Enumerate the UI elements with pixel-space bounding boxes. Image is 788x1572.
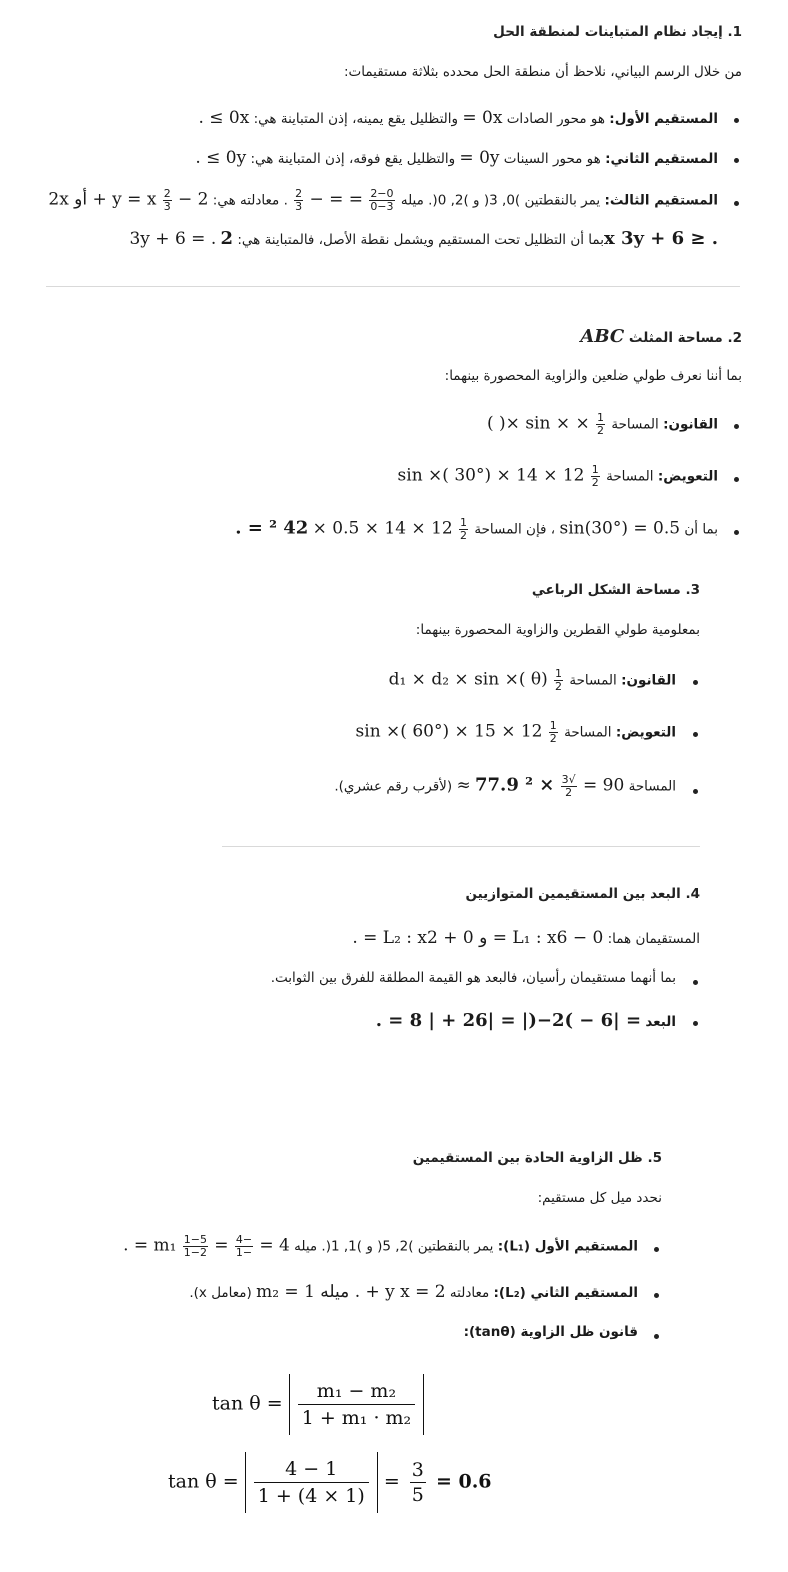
s1-b3-line2-bold: 2x 3y + 6 ≥ . [220, 228, 718, 249]
s3-b3-approx: ≈ [456, 775, 471, 796]
s5-bullet-1: المستقيم الأول (L₁): يمر بالنقطتين )2, 5( و )1, 1(. ميله m₁ $\frac{1-5}{1-2}$ = $\frac{-4}{-1}$ = 4 = . [123, 1233, 638, 1259]
bullet [654, 1293, 659, 1298]
section-3-title: 3. مساحة الشكل الرباعي [531, 582, 700, 598]
divider [222, 846, 700, 847]
formula-tan-result: tan θ = $\frac{4 - 1}{1 + (4 \times 1)}$ = $\frac{3}{5}$ = 0.6 [168, 1452, 492, 1513]
s3-b3-bold: × ² 77.9 [475, 774, 555, 796]
s5-bullet-3: قانون ظل الزاوية (tanθ): [463, 1324, 638, 1340]
bullet [693, 789, 698, 794]
s1-b3-text2: . معادلته هي: [212, 192, 288, 209]
section-4-title: 4. البعد بين المستقيمين المتوازيين [465, 886, 700, 902]
bullet [693, 680, 698, 685]
s2-b3-text2: ، فإن المساحة [474, 521, 556, 538]
bullet [693, 732, 698, 737]
s4-bullet-2 [376, 1010, 676, 1031]
s3-b3-text: المساحة [628, 778, 676, 795]
s2-b3-text: بما أن [684, 521, 718, 538]
s1-b2-math2: 0y ≥ . [195, 148, 247, 168]
formula-1-lhs: tan θ = [212, 1392, 283, 1415]
s4-b2-label: البعد [645, 1014, 676, 1030]
s4-b2-math: = |6 − )2−(| = |26 + | 8 = . [375, 1010, 642, 1031]
s2-b2-math: 12 × 14 × sin ×( 30°) [397, 465, 585, 486]
s3-b2-frac: $\frac{1}{2}$ [549, 719, 557, 745]
s1-b2-text: هو محور السينات [503, 151, 601, 167]
s1-bullet-1 [198, 108, 718, 128]
section-5-intro: نحدد ميل كل مستقيم: [537, 1190, 662, 1206]
s2-b3-frac: $\frac{1}{2}$ [460, 516, 468, 542]
s1-b3-math: y = x [112, 189, 157, 210]
bullet [693, 980, 698, 985]
s4-intro-math: L₁ : x6 − 0 = و L₂ : x2 + 0 = . [352, 928, 604, 948]
s2-b3-bold: 42 ² = . [235, 517, 309, 539]
s2-bullet-3 [235, 517, 718, 542]
s2-b2-frac: $\frac{1}{2}$ [591, 463, 599, 489]
formula-1-abs: $\frac{\text{m₁ − m₂}}{\text{1 + m₁ · m₂}}$ [289, 1374, 424, 1435]
s3-bullet-2 [356, 720, 676, 745]
s2-b3-math2: 12 × 14 × 0.5 × [312, 518, 453, 539]
s1-b2-text2: والتظليل يقع فوقه، إذن المتباينة هي: [250, 151, 456, 167]
bullet [734, 201, 739, 206]
s1-b3-line2-text: بما أن التظليل تحت المستقيم ويشمل نقطة الأصل، فالمتباينة هي: [237, 232, 604, 248]
s1-b3-line2-math: 3y + 6 = . [129, 229, 217, 249]
section-1-title: 1. إيجاد نظام المتباينات لمنطقة الحل [493, 24, 742, 40]
bullet [734, 118, 739, 123]
formula-2-lhs: tan θ = [168, 1470, 239, 1493]
s5-b1-math: m₁ [153, 1235, 177, 1256]
s2-b1-math: × × sin ×( ) [487, 413, 590, 434]
formula-2-frac: $\frac{3}{5}$ [411, 1459, 424, 1506]
s2-b3-math1: sin(30°) = 0.5 [559, 518, 681, 539]
section-1-intro: من خلال الرسم البياني، نلاحظ أن منطقة الحل محدده بثلاثة مستقيمات: [343, 64, 742, 80]
divider [46, 286, 740, 287]
s5-b2-tail: (معامل x). [189, 1285, 252, 1301]
bullet [654, 1247, 659, 1252]
s1-b1-label: المستقيم الأول: [609, 111, 718, 127]
s1-b2-math1: 0y = [459, 148, 500, 168]
s2-b1-label: القانون: [663, 416, 718, 433]
section-2-title: 2. مساحة المثلث ABC [580, 326, 742, 347]
s2-b1-frac: $\frac{1}{2}$ [597, 411, 605, 437]
bullet [734, 424, 739, 429]
formula-2-abs: $\frac{4 - 1}{1 + (4 \times 1)}$ [245, 1452, 378, 1513]
s3-b2-math: 12 × 15 × sin ×( 60°) [355, 721, 543, 742]
s2-bullet-1 [487, 412, 718, 437]
s4-bullet-1: بما أنهما مستقيمان رأسيان، فالبعد هو القيمة المطلقة للفرق بين الثوابت. [270, 970, 676, 986]
bullet [734, 158, 739, 163]
s3-b3-frac: $\frac{√3}{2}$ [561, 773, 576, 799]
s3-b1-math: d₁ × d₂ × sin ×( θ) [388, 669, 548, 690]
s1-bullet-3-line-2 [129, 228, 718, 249]
s1-b1-text2: والتظليل يقع يمينه، إذن المتباينة هي: [253, 111, 459, 127]
section-4-intro [352, 928, 700, 948]
s2-title-math: ABC [580, 326, 625, 347]
s1-b3-tail: − 2 + أو 2x [48, 189, 209, 210]
s5-b2-label: المستقيم الثاني (L₂): [493, 1285, 638, 1301]
s5-b1-frac2: $\frac{-4}{-1}$ [235, 1233, 253, 1259]
s5-bullet-2 [189, 1282, 638, 1302]
s3-bullet-3 [334, 774, 676, 799]
s1-b1-math1: 0x = [462, 108, 503, 128]
s2-b2-text: المساحة [606, 468, 654, 485]
s1-b3-mid: = = − [309, 189, 364, 210]
bullet [654, 1334, 659, 1339]
s2-bullet-2 [398, 464, 718, 489]
s3-b1-text: المساحة [569, 672, 617, 689]
s3-b3-math1: 90 = [582, 775, 625, 796]
s1-b1-text: هو محور الصادات [506, 111, 605, 127]
s1-b3-text: يمر بالنقطتين )0, 3( و )2, 0(. ميله [400, 192, 601, 209]
section-5-title: 5. ظل الزاوية الحادة بين المستقيمين [412, 1150, 662, 1166]
s1-b3-frac: $\frac{2-0}{0-3}$ [370, 187, 394, 213]
s5-b2-math: y x = 2 + . ميله m₂ = 1 [256, 1282, 446, 1302]
s1-b3-frac2: $\frac{2}{3}$ [295, 187, 303, 213]
s3-b3-tail: (لأقرب رقم عشري). [334, 778, 453, 795]
bullet [693, 1021, 698, 1026]
s5-b1-frac1: $\frac{1-5}{1-2}$ [183, 1233, 207, 1259]
bullet [734, 530, 739, 535]
section-3-intro: بمعلومية طولي القطرين والزاوية المحصورة بينهما: [415, 622, 700, 638]
s3-b2-label: التعويض: [615, 724, 676, 741]
s5-b1-tail: = 4 = . [123, 1235, 290, 1256]
s1-b2-label: المستقيم الثاني: [605, 151, 718, 167]
s1-b3-label: المستقيم الثالث: [604, 192, 718, 209]
s5-b2-text: معادلته [449, 1285, 490, 1301]
s2-b2-label: التعويض: [657, 468, 718, 485]
formula-2-result: = 0.6 [435, 1470, 492, 1493]
s2-b1-text: المساحة [611, 416, 659, 433]
s1-bullet-2 [195, 148, 718, 168]
s5-b1-label: المستقيم الأول (L₁): [497, 1238, 638, 1255]
s3-b2-text: المساحة [564, 724, 612, 741]
s1-bullet-3 [48, 188, 718, 213]
section-2-intro: بما أننا نعرف طولي ضلعين والزاوية المحصورة بينهما: [444, 368, 742, 384]
bullet [734, 477, 739, 482]
s1-b1-math2: 0x ≥ . [198, 108, 250, 128]
formula-tan-general [212, 1374, 424, 1435]
s5-b1-text: يمر بالنقطتين )2, 5( و )1, 1(. ميله [294, 1238, 494, 1255]
s3-b1-frac: $\frac{1}{2}$ [555, 667, 563, 693]
s4-intro-text: المستقيمان هما: [607, 931, 700, 947]
s1-b3-frac3: $\frac{2}{3}$ [163, 187, 171, 213]
s3-b1-label: القانون: [621, 672, 676, 689]
s3-bullet-1 [389, 668, 676, 693]
